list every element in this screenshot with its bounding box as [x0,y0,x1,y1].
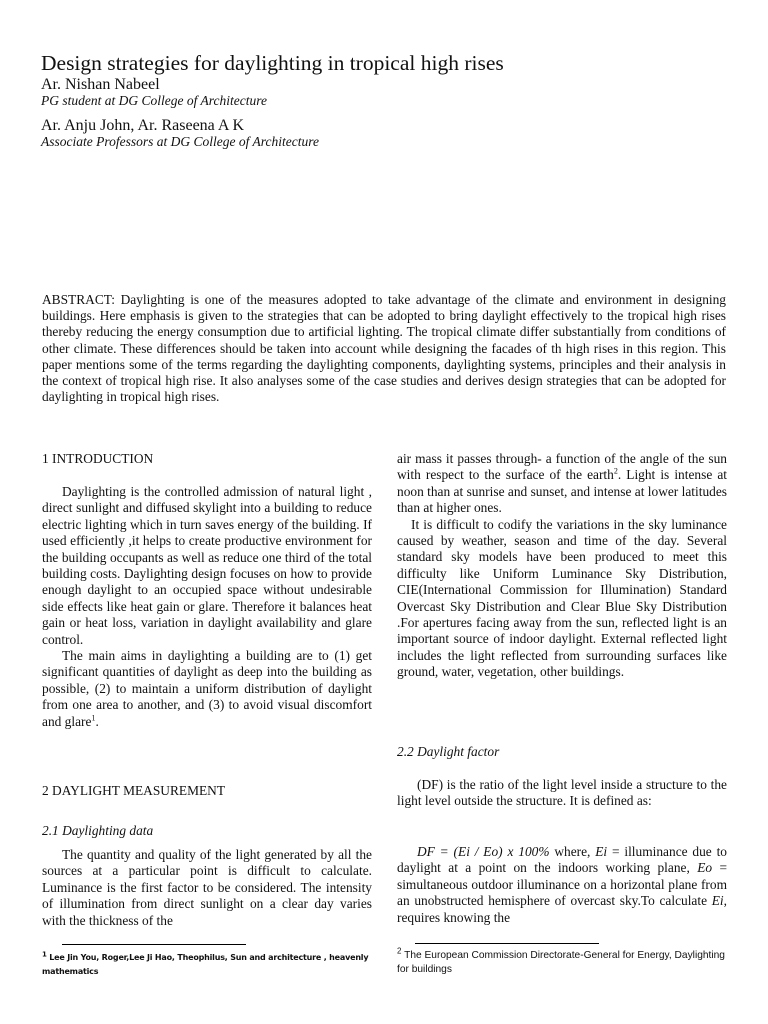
eo-symbol: Eo [697,860,713,876]
df-definition-paragraph: (DF) is the ratio of the light level inside a structure to the light level outside the structure. It is defined as: [397,777,727,809]
df-text-b: = illuminance due to daylight at a point on the indoors working plane, [397,844,727,876]
right-column-text [397,451,727,681]
air-mass-text: air mass it passes through- a function of the angle of the sun with respect to the surface of the earth [397,451,727,483]
footnote-2-text: The European Commission Directorate-General for Energy, Daylighting for buildings [397,950,725,975]
section-heading-daylight-measurement: 2 DAYLIGHT MEASUREMENT [42,783,226,798]
footnote-2 [397,946,737,976]
df-text-a: where, [549,844,596,859]
introduction-text [42,484,372,730]
subsection-heading-daylighting-data: 2.1 Daylighting data [42,823,154,838]
daylighting-data-paragraph: The quantity and quality of the light generated by all the sources at a particular point is difficult to calculate. Luminance is the first factor to be considered. The intensity of illumination from direct sunlight on a clear day varies with the thickness of the [42,847,372,928]
air-mass-text-end: . Light is intense at noon than at sunrise and sunset, and intense at lower latitudes than at higher ones. [397,467,727,516]
affiliation-line-1: PG student at DG College of Architecture [41,93,267,108]
df-text-d: , requires knowing the [397,893,727,925]
intro-paragraph-2-end: . [95,713,99,729]
footnote-separator-right [415,943,599,944]
footnote-ref-2: 2 [613,466,618,476]
daylight-factor-text [397,777,727,810]
intro-paragraph-2-text: The main aims in daylighting a building are to (1) get significant quantities of daylight as deep into the building as possible, (2) to maintain a uniform distribution of daylight from one area to another, and (3) to avoid visual discomfort and glare [42,648,372,729]
footnote-1-mark: 1 [42,950,47,959]
footnote-2-mark: 2 [397,946,402,956]
intro-paragraph-2 [42,648,372,730]
ei-symbol: Ei [595,844,608,859]
footnote-1-text: Lee Jin You, Roger,Lee Ji Hao, Theophilus, Sun and architecture , heavenly mathematics [42,953,369,976]
air-mass-paragraph [397,451,727,517]
df-formula: DF = (Ei / Eo) x 100% [417,844,550,859]
df-formula-paragraph [397,844,727,926]
section-heading-introduction: 1 INTRODUCTION [42,451,154,466]
affiliation-line-2: Associate Professors at DG College of Architecture [41,134,319,149]
df-formula-block [397,844,727,926]
daylighting-data-text [42,847,372,929]
footnote-separator-left [62,944,246,945]
ei-symbol-2: Ei [711,893,724,909]
intro-paragraph-1: Daylighting is the controlled admission of natural light , direct sunlight and diffused skylight into a building to reduce electric lighting which in turn saves energy of the building. If used efficiently ,it helps to create productive environment for the building occupants as well as reduce one third of the total building costs. Daylighting design focuses on how to provide enough daylight to an occupied space without undesirable side effects like heat gain or glare. Therefore it balances heat gain or heat loss, variation in daylight availability and glare control. [42,484,372,647]
sky-luminance-paragraph: It is difficult to codify the variations in the sky luminance caused by weather, season and time of the day. Several standard sky models have been produced to meet this difficulty like Uniform Luminance Sky Distribution, CIE(International Commission for Illumination) Standard Overcast Sky Distribution and Clear Blue Sky Distribution .For apertures facing away from the sun, reflected light is an important source of indoor daylight. External reflected light includes the light reflected from surrounding surfaces like ground, water, vegetation, other buildings. [397,516,727,680]
author-line-1: Ar. Nishan Nabeel [41,76,160,93]
df-text-c: = simultaneous outdoor illuminance on a horizontal plane from an unobstructed hemisphere of overcast sky.To calculate [397,860,727,909]
author-line-2: Ar. Anju John, Ar. Raseena A K [41,117,245,134]
paper-title: Design strategies for daylighting in tropical high rises [41,51,504,75]
footnote-1 [42,951,372,979]
footnote-ref-1: 1 [91,713,96,723]
abstract: ABSTRACT: Daylighting is one of the measures adopted to take advantage of the climate and environment in designing buildings. Here emphasis is given to the strategies that can be adopted to bring daylight effectively to the tropical high rises thereby reducing the energy consumption due to artificial lighting. The tropical climate differ substantially from conditions of other climate. These differences should be taken into account while designing the facades of th high rises in this region. This paper mentions some of the terms regarding the daylighting components, daylighting systems, principles and their analysis in the context of tropical high rise. It also analyses some of the case studies and derives design strategies that can be adopted for daylighting in tropical high rises. [42,292,726,405]
subsection-heading-daylight-factor: 2.2 Daylight factor [397,744,500,759]
